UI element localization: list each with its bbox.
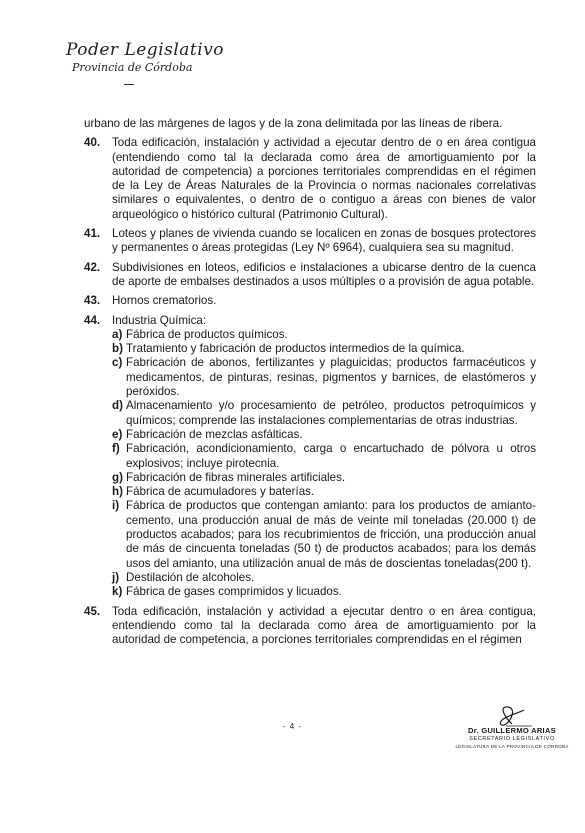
sub-item-h <box>112 485 536 499</box>
sub-item-text: Almacenamiento y/o procesamiento de petróleo, productos petroquímicos y químicos; comprende las instalaciones complementarias de otras industrias. <box>126 399 536 427</box>
letterhead-subtitle: Provincia de Córdoba <box>72 61 193 74</box>
sub-item-f <box>112 442 536 471</box>
document-body <box>84 117 536 647</box>
sub-item-text: Fábrica de gases comprimidos y licuados. <box>126 585 342 599</box>
signatory-name: Dr. GUILLERMO ARIAS <box>468 726 556 735</box>
sub-item-i <box>112 499 536 570</box>
item-number: 45. <box>84 604 101 618</box>
continued-paragraph: urbano de las márgenes de lagos y de la zona delimitada por las líneas de ribera. <box>84 117 503 130</box>
sub-item-text: Fabricación de abonos, fertilizantes y plaguicidas; productos farmacéuticos y medicamentos, de pinturas, resinas, pigmentos y barnices, de elastómeros y peróxidos. <box>126 356 536 399</box>
signatory-role: SECRETARIO LEGISLATIVO <box>469 736 555 742</box>
item-text: Subdivisiones en loteos, edificios e instalaciones a ubicarse dentro de la cuenca de aporte de embalses destinados a usos múltiples o a provisión de agua potable. <box>112 260 536 288</box>
item-number: 40. <box>84 136 101 150</box>
letterhead <box>66 40 224 85</box>
sub-item-text: Fabricación de fibras minerales artificiales. <box>126 470 346 484</box>
sub-item-letter: a) <box>112 327 123 341</box>
list-item-42 <box>84 261 536 290</box>
sub-item-letter: f) <box>112 442 120 456</box>
sub-item-text: Fábrica de acumuladores y baterías. <box>126 485 315 499</box>
sub-item-letter: h) <box>112 485 123 499</box>
signature-block <box>444 704 580 754</box>
list-item-41 <box>84 227 536 256</box>
item-text: Industria Química: <box>112 313 207 327</box>
item-text: Toda edificación, instalación y actividad a ejecutar dentro de o en área contigua (entendiendo como tal la declarada como área de amortiguamiento por la autoridad de competencia) a porciones territoriales comprendidas en el régimen de la Ley de Áreas Naturales de la Provincia o normas nacionales correlativas similares o equivalentes, o dentro de o contiguo a áreas con bienes de valor arqueológico o histórico cultural (Patrimonio Cultural). <box>112 136 536 221</box>
sub-item-letter: g) <box>112 470 123 484</box>
sub-item-k <box>112 585 536 599</box>
sub-item-letter: e) <box>112 427 123 441</box>
list-item-43 <box>84 294 536 308</box>
item-number: 44. <box>84 313 101 327</box>
item-content <box>112 314 536 600</box>
sub-item-g <box>112 471 536 485</box>
list-item-45 <box>84 605 536 648</box>
sub-item-letter: j) <box>112 570 120 584</box>
list-item-40 <box>84 136 536 222</box>
sub-item-text: Fábrica de productos que contengan amianto: para los productos de amianto-cemento, una producción anual de más de veinte mil toneladas (20.000 t) de productos acabados; para los recubrimientos de fricción, una producción anual de más de cincuenta toneladas (50 t) de productos acabados; para los demás usos del amianto, una utilización anual de más de doscientas toneladas(200 t). <box>126 499 536 570</box>
sub-item-b <box>112 342 536 356</box>
item-number: 43. <box>84 294 101 308</box>
signatory-organization: LEGISLATURA DE LA PROVINCIA DE CÓRDOBA <box>455 744 569 749</box>
sub-item-a <box>112 328 536 342</box>
letterhead-dash <box>124 84 134 85</box>
sub-item-text: Destilación de alcoholes. <box>126 570 255 584</box>
sub-item-text: Fabricación de mezclas asfálticas. <box>126 427 303 441</box>
page-number: - 4 - <box>282 722 303 731</box>
letterhead-title: Poder Legislativo <box>66 40 225 60</box>
sub-item-e <box>112 428 536 442</box>
sub-item-text: Tratamiento y fabricación de productos intermedios de la química. <box>126 342 465 356</box>
sub-item-j <box>112 571 536 585</box>
sub-item-letter: d) <box>112 399 123 413</box>
sub-item-letter: i) <box>112 499 120 513</box>
sub-item-c <box>112 356 536 399</box>
sub-item-d <box>112 399 536 428</box>
item-text: Hornos crematorios. <box>112 294 217 308</box>
item-text: Toda edificación, instalación y actividad a ejecutar dentro o en área contigua, entendiendo como tal la declarada como área de amortiguamiento por la autoridad de competencia, a porciones territoriales comprendidas en el régimen <box>112 604 536 647</box>
sub-item-letter: k) <box>112 585 123 599</box>
sub-item-text: Fabricación, acondicionamiento, carga o encartuchado de pólvora u otros explosivos; incluye pirotecnia. <box>126 442 536 470</box>
item-text: Loteos y planes de vivienda cuando se localicen en zonas de bosques protectores y permanentes o áreas protegidas (Ley Nº 6964), cualquiera sea su magnitud. <box>112 227 536 255</box>
item-number: 42. <box>84 260 101 274</box>
sub-item-letter: b) <box>112 342 123 356</box>
sub-item-letter: c) <box>112 356 123 370</box>
list-item-44 <box>84 314 536 600</box>
sub-item-text: Fábrica de productos químicos. <box>126 327 288 341</box>
item-number: 41. <box>84 227 101 241</box>
